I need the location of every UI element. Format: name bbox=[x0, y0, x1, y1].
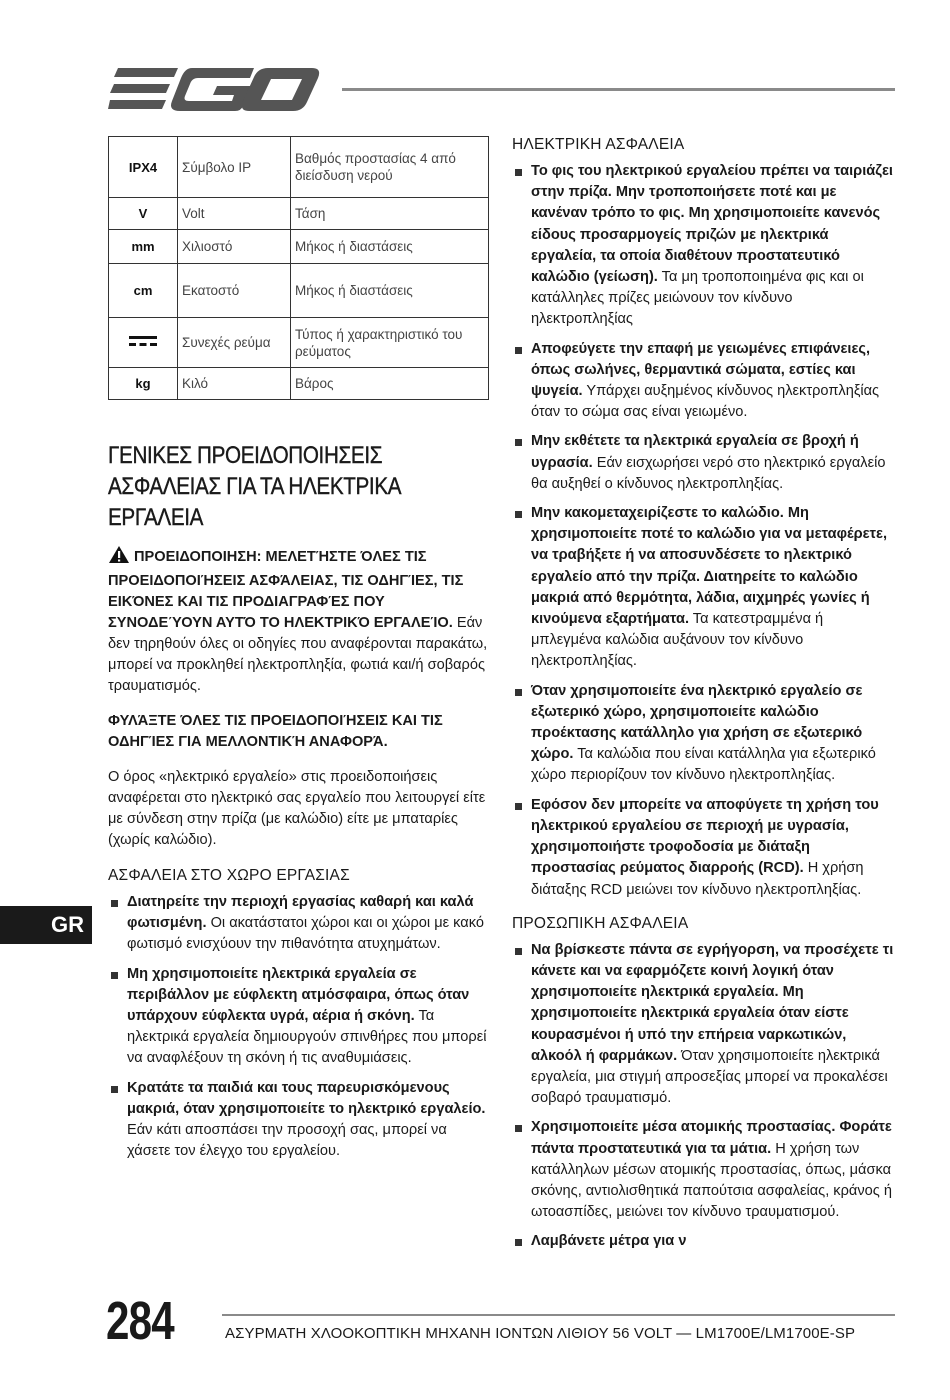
keep-instructions bbox=[108, 711, 490, 753]
personal-heading: ΠΡΟΣΩΠΙΚΗ ΑΣΦΑΛΕΙΑ bbox=[512, 914, 689, 932]
list-item bbox=[108, 892, 490, 956]
footer-rule bbox=[222, 1314, 895, 1316]
symbols-table bbox=[108, 136, 489, 400]
work-area-heading: ΑΣΦΑΛΕΙΑ ΣΤΟ ΧΩΡΟ ΕΡΓΑΣΙΑΣ bbox=[108, 867, 350, 884]
item-bold: Χρησιμοποιείτε μέσα ατομικής προστασίας. Φοράτε πάντα προστατευτικά για τα μάτια. bbox=[531, 1119, 892, 1157]
list-item bbox=[108, 1078, 490, 1163]
item-bold: Μη χρησιμοποιείτε ηλεκτρικά εργαλεία σε περιβάλλον με εύφλεκτη ατμόσφαιρα, όπως όταν υπάρχουν εύφλεκτα υγρά, αέρια ή σκόνη. bbox=[127, 965, 470, 1025]
item-bold: Αποφεύγετε την επαφή με γειωμένες επιφάνειες, όπως σωλήνες, θερμαντικά σώματα, εστίες και ψυγεία. bbox=[531, 340, 871, 400]
warning-triangle-icon bbox=[108, 545, 130, 571]
description-cell: Τάση bbox=[291, 198, 489, 230]
list-item bbox=[108, 964, 490, 1070]
page-number: 284 bbox=[106, 1291, 174, 1351]
table-row bbox=[109, 137, 489, 198]
term-paragraph: Ο όρος «ηλεκτρικό εργαλείο» στις προειδοποιήσεις αναφέρεται στο ηλεκτρικό σας εργαλείο που λειτουργεί είτε με σύνδεση στην πρίζα (με καλώδιο) είτε με μπαταρίες (χωρίς καλώδιο). bbox=[108, 769, 486, 848]
keep-bold: ΦΥΛΆΞΤΕ ΌΛΕΣ ΤΙΣ ΠΡΟΕΙΔΟΠΟΙΉΣΕΙΣ ΚΑΙ ΤΙΣ ΟΔΗΓΊΕΣ ΓΙΑ ΜΕΛΛΟΝΤΙΚΉ ΑΝΑΦΟΡΆ. bbox=[108, 713, 443, 750]
item-bold: Να βρίσκεστε πάντα σε εγρήγορση, να προσέχετε τι κάνετε και να εφαρμόζετε κοινή λογική όταν χρησιμοποιείτε ηλεκτρικά εργαλεία. Μη χρησιμοποιείτε ηλεκτρικά εργαλεία όταν είστε κουρασμένοι ή υπό την επήρεια ναρκωτικών, αλκοόλ ή φαρμάκων. bbox=[531, 941, 894, 1064]
list-item bbox=[512, 940, 896, 1110]
item-bold: Μην εκθέτετε τα ηλεκτρικά εργαλεία σε βροχή ή υγρασία. bbox=[531, 433, 859, 471]
electrical-heading: ΗΛΕΚΤΡΙΚΗ ΑΣΦΑΛΕΙΑ bbox=[512, 136, 685, 153]
right-column bbox=[512, 136, 896, 1261]
list-item bbox=[512, 503, 896, 673]
name-cell: Κιλό bbox=[178, 368, 291, 400]
list-item bbox=[512, 431, 896, 495]
item-text: Η χρήση των κατάλληλων μέσων ατομικής προστασίας, όπως, μάσκα σκόνης, αντιολισθητικά παπούτσια ασφαλείας, κράνος ή ωτοασπίδες, μειώνει τον κίνδυνο τραυματισμού. bbox=[531, 1140, 892, 1221]
warning-paragraph bbox=[108, 545, 490, 697]
table-row bbox=[109, 230, 489, 264]
list-item bbox=[512, 339, 896, 424]
symbol-cell: kg bbox=[109, 368, 178, 400]
name-cell: Σύμβολο IP bbox=[178, 137, 291, 198]
table-row bbox=[109, 264, 489, 318]
table-row bbox=[109, 368, 489, 400]
name-cell: Volt bbox=[178, 198, 291, 230]
description-cell: Μήκος ή διαστάσεις bbox=[291, 230, 489, 264]
description-cell: Τύπος ή χαρακτηριστικό του ρεύματος bbox=[291, 318, 489, 368]
symbol-cell: IPX4 bbox=[109, 137, 178, 198]
item-text: Όταν χρησιμοποιείτε ηλεκτρικά εργαλεία, μια στιγμή απροσεξίας μπορεί να προκαλέσει σοβαρό τραυματισμό. bbox=[531, 1047, 888, 1107]
item-text: Η χρήση διάταξης RCD μειώνει τον κίνδυνο ηλεκτροπληξίας. bbox=[531, 860, 864, 898]
direct-current-icon bbox=[128, 334, 158, 348]
item-text: Τα κατεστραμμένα ή μπλεγμένα καλώδια αυξάνουν τον κίνδυνο ηλεκτροπληξίας. bbox=[531, 611, 824, 670]
personal-list bbox=[512, 940, 896, 1253]
symbol-cell: mm bbox=[109, 230, 178, 264]
item-text: Τα μη τροποποιημένα φις και οι κατάλληλες πρίζες μειώνουν τον κίνδυνο ηλεκτροπληξίας bbox=[531, 269, 864, 328]
item-bold: Μην κακομεταχειρίζεστε το καλώδιο. Μη χρησιμοποιείτε ποτέ το καλώδιο για να μεταφέρετε, να τραβήξετε ή να αποσυνδέσετε το ηλεκτρικό εργαλείο από την πρίζα. Διατηρείτε το καλώδιο μακριά από θερμότητα, λάδια, αιχμηρές γωνίες ή κινούμενα εξαρτήματα. bbox=[531, 505, 888, 628]
warning-text: Εάν δεν τηρηθούν όλες οι οδηγίες που αναφέρονται παρακάτω, μπορεί να προκληθεί ηλεκτροπληξία, φωτιά και/ή σοβαρός τραυματισμός. bbox=[108, 615, 488, 694]
language-tab: GR bbox=[0, 906, 92, 944]
description-cell: Βαθμός προστασίας 4 από διείσδυση νερού bbox=[291, 137, 489, 198]
item-bold: Εφόσον δεν μπορείτε να αποφύγετε τη χρήση του ηλεκτρικού εργαλείου σε περιοχή με υγρασία, χρησιμοποιήστε τροφοδοσία με διάταξη προστασίας ρεύματος διαρροής (RCD). bbox=[531, 796, 879, 877]
footer-title: ΑΣΥΡΜΑΤΗ ΧΛΟΟΚΟΠΤΙΚΗ ΜΗΧΑΝΗ ΙΟΝΤΩΝ ΛΙΘΙΟΥ 56 VOLT — LM1700E/LM1700E-SP bbox=[225, 1325, 856, 1342]
item-text: Εάν κάτι αποσπάσει την προσοχή σας, μπορεί να χάσετε τον έλεγχο του εργαλείου. bbox=[127, 1122, 447, 1160]
name-cell: Χιλιοστό bbox=[178, 230, 291, 264]
electrical-list bbox=[512, 161, 896, 901]
symbol-cell bbox=[109, 318, 178, 368]
list-item bbox=[512, 795, 896, 901]
item-text: Τα ηλεκτρικά εργαλεία δημιουργούν σπινθήρες που μπορεί να αναφλέξουν τη σκόνη ή τις αναθυμιάσεις. bbox=[127, 1008, 487, 1067]
work-area-list bbox=[108, 892, 490, 1162]
item-text: Τα καλώδια που είναι κατάλληλα για εξωτερικό χώρο περιορίζουν τον κίνδυνο ηλεκτροπληξίας. bbox=[531, 746, 876, 784]
section-title: ΓΕΝΙΚΕΣ ΠΡΟΕΙΔΟΠΟΙΗΣΕΙΣ ΑΣΦΑΛΕΙΑΣ ΓΙΑ ΤΑ ΗΛΕΚΤΡΙΚΑ ΕΡΓΑΛΕΙΑ bbox=[108, 442, 401, 531]
item-bold: Λαμβάνετε μέτρα για ν bbox=[531, 1233, 687, 1250]
header-rule bbox=[342, 88, 895, 91]
table-row bbox=[109, 318, 489, 368]
description-cell: Μήκος ή διαστάσεις bbox=[291, 264, 489, 318]
left-column bbox=[108, 136, 490, 1170]
list-item bbox=[512, 161, 896, 331]
item-bold: Το φις του ηλεκτρικού εργαλείου πρέπει να ταιριάζει στην πρίζα. Μην τροποποιήσετε ποτέ και με κανέναν τρόπο το φις. Μη χρησιμοποιείτε κανενός είδους προσαρμογείς πριζών με ηλεκτρικά εργαλεία, τα οποία διαθέτουν προστατευτικό καλώδιο (γείωση). bbox=[531, 163, 893, 286]
item-text: Υπάρχει αυξημένος κίνδυνος ηλεκτροπληξίας όταν το σώμα σας είναι γειωμένο. bbox=[531, 383, 880, 421]
warning-bold: ΠΡΟΕΙΔΟΠΟΙΗΣΗ: ΜΕΛΕΤΉΣΤΕ ΌΛΕΣ ΤΙΣ ΠΡΟΕΙΔΟΠΟΙΉΣΕΙΣ ΑΣΦΆΛΕΙΑΣ, ΤΙΣ ΟΔΗΓΊΕΣ, ΤΙΣ ΕΙΚΌΝΕΣ ΚΑΙ ΤΙΣ ΠΡΟΔΙΑΓΡΑΦΈΣ ΠΟΥ ΣΥΝΟΔΕΎΟΥΝ ΑΥΤΌ ΤΟ ΗΛΕΚΤΡΙΚΌ ΕΡΓΑΛΕΊΟ. bbox=[108, 549, 464, 631]
name-cell: Συνεχές ρεύμα bbox=[178, 318, 291, 368]
description-cell: Βάρος bbox=[291, 368, 489, 400]
list-item bbox=[512, 1117, 896, 1223]
name-cell: Εκατοστό bbox=[178, 264, 291, 318]
list-item bbox=[512, 1231, 896, 1252]
ego-logo bbox=[108, 66, 320, 117]
item-text: Εάν εισχωρήσει νερό στο ηλεκτρικό εργαλείο θα αυξηθεί ο κίνδυνος ηλεκτροπληξίας. bbox=[531, 454, 886, 492]
item-text: Οι ακατάστατοι χώροι και οι χώροι με κακό φωτισμό ενισχύουν την πιθανότητα ατυχημάτων. bbox=[127, 915, 484, 953]
symbol-cell: cm bbox=[109, 264, 178, 318]
list-item bbox=[512, 681, 896, 787]
item-bold: Όταν χρησιμοποιείτε ένα ηλεκτρικό εργαλείο σε εξωτερικό χώρο, χρησιμοποιείτε καλώδιο προέκτασης κατάλληλο για χρήση σε εξωτερικό χώρο. bbox=[531, 682, 863, 763]
symbol-cell: V bbox=[109, 198, 178, 230]
table-row bbox=[109, 198, 489, 230]
item-bold: Κρατάτε τα παιδιά και τους παρευρισκόμενους μακριά, όταν χρησιμοποιείτε το ηλεκτρικό εργαλείο. bbox=[127, 1079, 486, 1117]
item-bold: Διατηρείτε την περιοχή εργασίας καθαρή και καλά φωτισμένη. bbox=[127, 894, 474, 932]
